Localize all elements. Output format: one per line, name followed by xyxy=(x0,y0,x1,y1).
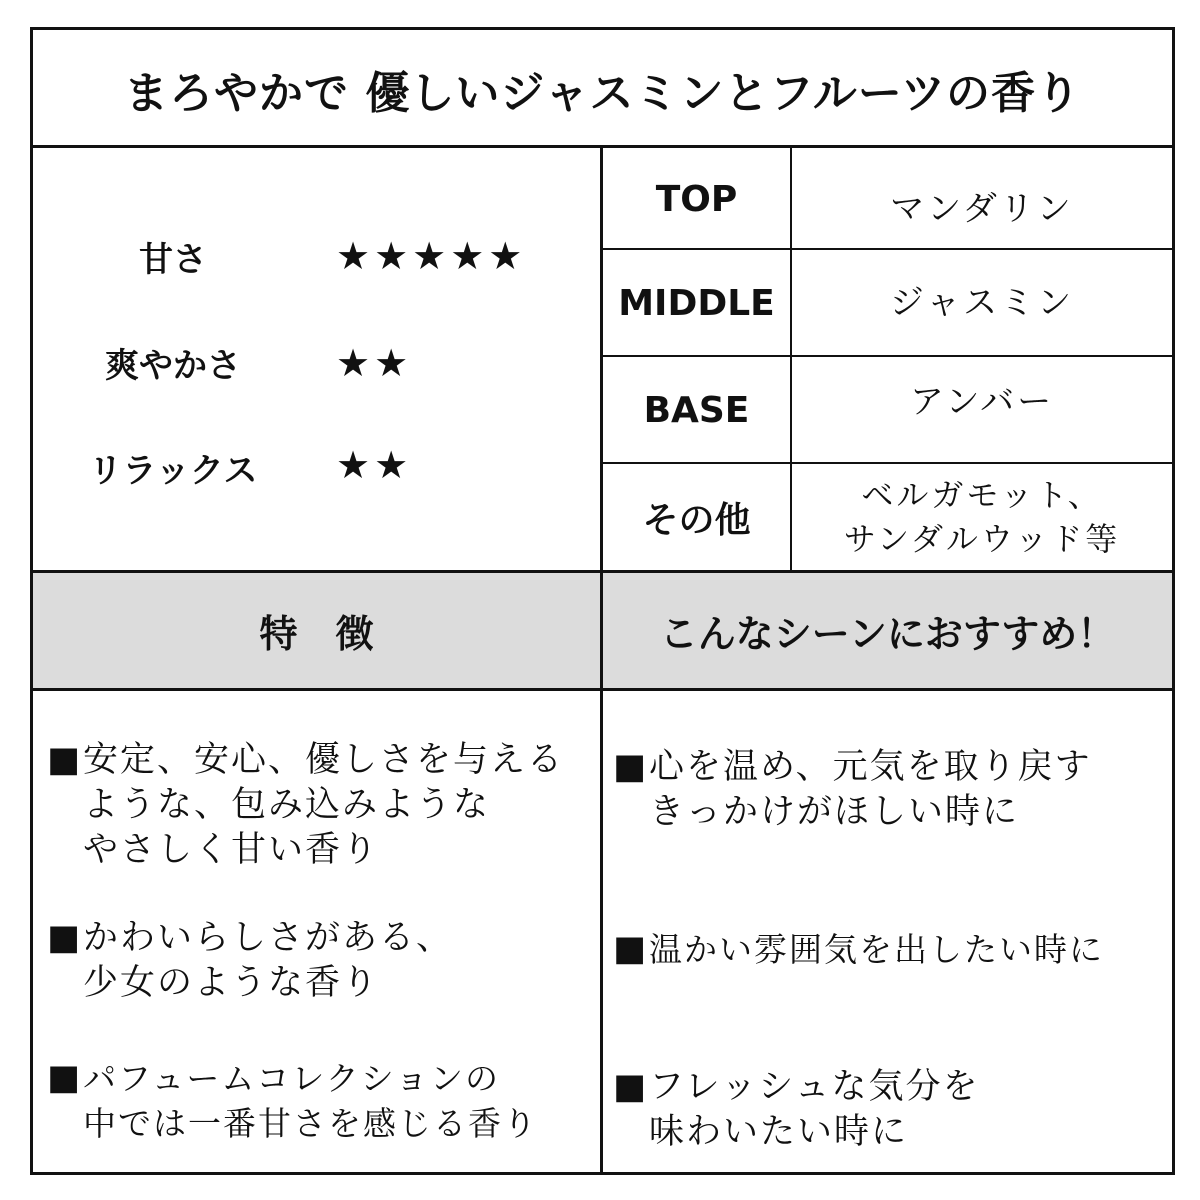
rating-label-sweetness: 甘さ xyxy=(139,240,207,280)
note-label-middle xyxy=(603,250,790,356)
ratings-panel xyxy=(33,148,600,570)
features-heading-text: 特 徴 xyxy=(259,612,374,656)
note-value-base xyxy=(792,357,1172,447)
scenes-heading-text: こんなシーンにおすすめ！ xyxy=(659,612,1116,656)
note-label-text: BASE xyxy=(643,389,750,431)
bullet-square-icon: ■ xyxy=(47,918,83,958)
notes-table xyxy=(603,148,1172,570)
note-value-text: アンバー xyxy=(909,382,1055,422)
list-item xyxy=(613,745,1092,835)
note-value-text: ジャスミン xyxy=(889,283,1075,323)
list-item-text: 心を温め、元気を取り戻す きっかけがほしい時に xyxy=(649,747,1092,832)
bullet-square-icon: ■ xyxy=(613,929,649,969)
list-item-text: パフュームコレクションの 中では一番甘さを感じる香り xyxy=(83,1059,538,1143)
list-item-text: フレッシュな気分を 味わいたい時に xyxy=(649,1067,980,1152)
note-label-base xyxy=(603,357,790,463)
note-label-top xyxy=(603,148,790,250)
rating-label-relax: リラックス xyxy=(88,451,258,491)
bullet-square-icon: ■ xyxy=(613,1067,649,1107)
rating-stars-freshness: ★★ xyxy=(336,341,413,385)
note-label-text: TOP xyxy=(655,178,738,220)
note-label-text: その他 xyxy=(642,499,751,541)
list-item xyxy=(47,916,453,1006)
rating-stars-sweetness: ★★★★★ xyxy=(336,234,527,278)
fragrance-info-card xyxy=(30,27,1175,1175)
list-item-text: 温かい雰囲気を出したい時に xyxy=(649,930,1104,969)
note-value-middle xyxy=(792,250,1172,356)
scenes-heading xyxy=(603,573,1172,688)
note-value-text: ベルガモット、 サンダルウッド等 xyxy=(843,476,1121,558)
list-item-text: かわいらしさがある、 少女のような香り xyxy=(83,918,454,1003)
divider xyxy=(33,688,1172,691)
note-value-other xyxy=(792,464,1172,570)
note-value-text: マンダリン xyxy=(890,189,1074,229)
list-item-text: 安定、安心、優しさを与える ような、包み込みような やさしく甘い香り xyxy=(83,740,565,870)
note-label-other xyxy=(603,464,790,570)
rating-stars-relax: ★★ xyxy=(336,443,413,487)
rating-label-freshness: 爽やかさ xyxy=(105,346,241,386)
card-title: まろやかで 優しいジャスミンとフルーツの香り xyxy=(124,68,1081,119)
bullet-square-icon: ■ xyxy=(613,747,649,787)
list-item xyxy=(613,927,1104,972)
features-heading xyxy=(33,573,600,688)
bullet-square-icon: ■ xyxy=(47,1058,83,1098)
bullet-square-icon: ■ xyxy=(47,740,83,780)
list-item xyxy=(47,1056,538,1146)
list-item xyxy=(613,1065,980,1155)
list-item xyxy=(47,738,564,873)
note-label-text: MIDDLE xyxy=(618,282,775,324)
